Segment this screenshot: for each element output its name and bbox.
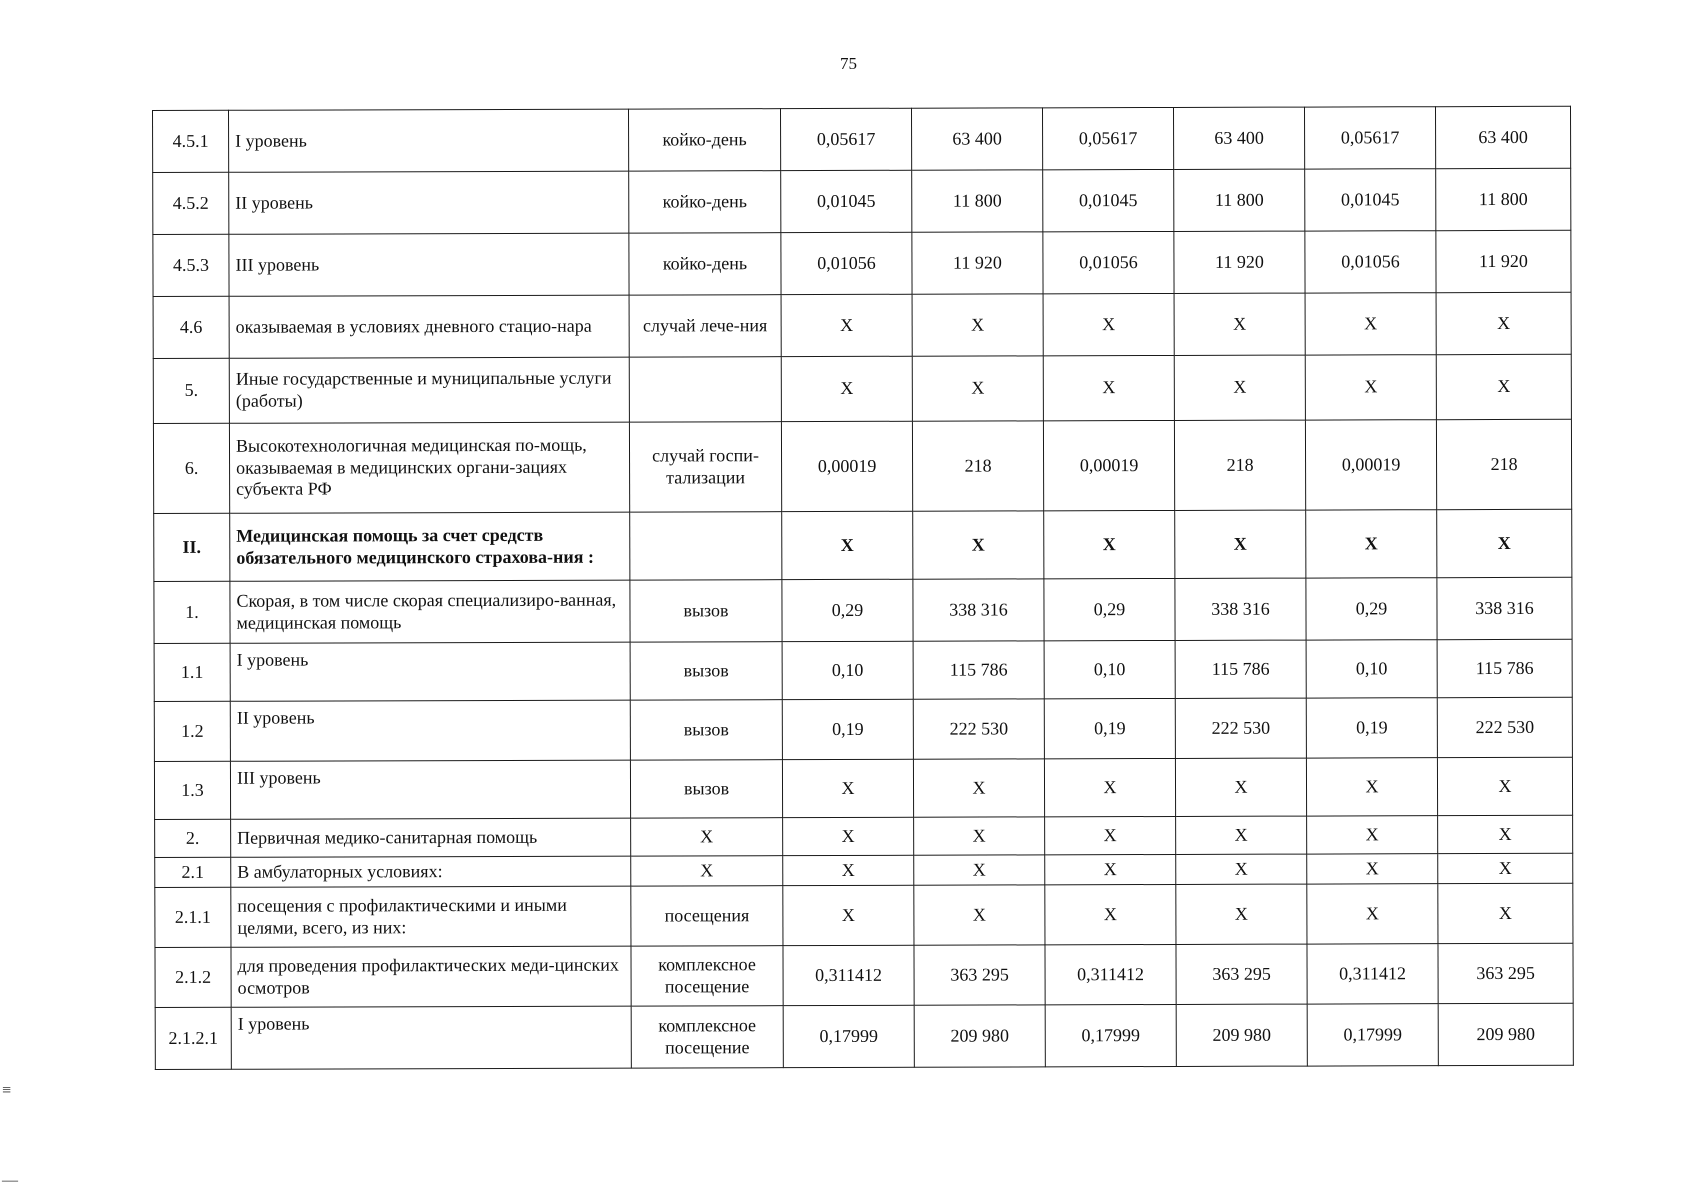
- row-unit: койко-день: [629, 171, 781, 233]
- row-value: X: [1437, 757, 1572, 815]
- row-value: 0,05617: [1304, 107, 1435, 169]
- row-value: X: [1044, 510, 1175, 578]
- table-row: [153, 419, 1571, 513]
- row-name: III уровень: [229, 233, 629, 296]
- row-number: 4.5.3: [153, 234, 229, 296]
- margin-mark: —: [2, 1172, 18, 1189]
- row-unit: X: [631, 856, 783, 886]
- row-value: X: [914, 855, 1045, 885]
- table-row: [153, 230, 1571, 296]
- row-name: I уровень: [231, 1006, 631, 1069]
- row-value: X: [1438, 815, 1573, 853]
- row-name: Иные государственные и муниципальные услуги (работы): [229, 357, 629, 423]
- row-value: 0,01056: [781, 232, 912, 294]
- row-number: 2.1.2: [155, 947, 231, 1007]
- row-value: 0,311412: [1307, 944, 1438, 1004]
- row-unit: случай лече-ния: [629, 295, 781, 357]
- row-value: 218: [1174, 420, 1305, 510]
- row-value: X: [783, 855, 914, 885]
- row-value: X: [1174, 355, 1305, 420]
- row-value: X: [1045, 816, 1176, 854]
- row-value: 222 530: [1437, 697, 1572, 757]
- row-number: 2.1: [155, 857, 231, 887]
- row-number: 2.1.2.1: [155, 1007, 231, 1069]
- row-name: I уровень: [230, 642, 630, 701]
- row-number: II.: [154, 513, 230, 581]
- row-name: оказываемая в условиях дневного стацио-нара: [229, 295, 629, 358]
- row-unit: комплексное посещение: [631, 946, 783, 1006]
- row-unit: [629, 357, 781, 422]
- row-value: 0,19: [1044, 698, 1175, 758]
- row-number: 5.: [153, 358, 229, 423]
- table-row: [154, 639, 1572, 701]
- row-unit: вызов: [630, 700, 782, 760]
- row-value: 0,19: [782, 699, 913, 759]
- row-number: 4.5.1: [153, 110, 229, 172]
- row-name: Медицинская помощь за счет средств обязательного медицинского страхова-ния :: [230, 512, 630, 581]
- row-value: X: [1307, 854, 1438, 884]
- row-value: 0,17999: [1307, 1004, 1438, 1066]
- row-name: посещения с профилактическими и иными целями, всего, из них:: [231, 886, 631, 947]
- row-value: X: [914, 817, 1045, 855]
- row-value: 338 316: [1175, 578, 1306, 640]
- table-row: [155, 853, 1573, 887]
- row-value: 11 800: [1436, 168, 1571, 230]
- row-value: 0,29: [782, 579, 913, 641]
- row-value: 11 920: [1174, 231, 1305, 293]
- row-value: 0,10: [1044, 640, 1175, 698]
- row-value: 63 400: [1435, 106, 1570, 168]
- row-value: X: [1044, 758, 1175, 816]
- row-value: 0,29: [1044, 578, 1175, 640]
- table-row: [153, 354, 1571, 423]
- row-number: 2.: [155, 819, 231, 857]
- row-unit: случай госпи-тализации: [629, 422, 781, 512]
- row-value: 115 786: [913, 641, 1044, 699]
- row-value: 222 530: [913, 699, 1044, 759]
- row-value: 338 316: [913, 579, 1044, 641]
- row-unit: X: [631, 818, 783, 856]
- row-value: 0,10: [1306, 640, 1437, 698]
- row-value: X: [783, 885, 914, 945]
- row-value: 0,311412: [783, 945, 914, 1005]
- row-value: 11 800: [912, 170, 1043, 232]
- row-value: X: [1437, 509, 1572, 577]
- row-value: X: [913, 511, 1044, 579]
- row-value: 0,01056: [1305, 231, 1436, 293]
- row-value: X: [1438, 883, 1573, 943]
- row-value: 209 980: [914, 1005, 1045, 1067]
- row-value: 0,17999: [783, 1005, 914, 1067]
- row-value: X: [783, 817, 914, 855]
- row-value: 0,05617: [1042, 107, 1173, 169]
- row-value: X: [1307, 816, 1438, 854]
- row-name: Первичная медико-санитарная помощь: [231, 818, 631, 857]
- row-value: 0,17999: [1045, 1004, 1176, 1066]
- row-value: X: [782, 759, 913, 817]
- norms-table: [152, 106, 1574, 1070]
- row-name: В амбулаторных условиях:: [231, 856, 631, 887]
- table-row: [154, 577, 1572, 643]
- row-unit: комплексное посещение: [631, 1006, 783, 1068]
- row-number: 1.3: [154, 761, 230, 819]
- table-row: [153, 292, 1571, 358]
- row-value: X: [1436, 292, 1571, 354]
- row-name: Высокотехнологичная медицинская по-мощь, оказываемая в медицинских органи-зациях субъекта РФ: [229, 422, 629, 513]
- row-value: X: [1306, 510, 1437, 578]
- row-name: для проведения профилактических меди-цинских осмотров: [231, 946, 631, 1007]
- row-value: X: [1175, 510, 1306, 578]
- table-row: [154, 757, 1572, 819]
- margin-mark: ≡: [2, 1082, 12, 1099]
- row-value: 11 920: [1436, 230, 1571, 292]
- row-value: X: [1436, 354, 1571, 419]
- row-unit: вызов: [630, 580, 782, 642]
- row-value: X: [781, 356, 912, 421]
- table-body: [153, 106, 1574, 1069]
- row-value: X: [782, 511, 913, 579]
- row-name: II уровень: [230, 700, 630, 761]
- row-value: X: [1307, 884, 1438, 944]
- row-value: X: [1305, 355, 1436, 420]
- row-name: III уровень: [230, 760, 630, 819]
- row-number: 1.1: [154, 643, 230, 701]
- row-value: 115 786: [1437, 639, 1572, 697]
- row-value: X: [1043, 355, 1174, 420]
- row-unit: койко-день: [629, 233, 781, 295]
- row-value: 363 295: [914, 945, 1045, 1005]
- row-value: X: [912, 356, 1043, 421]
- row-value: 218: [1436, 419, 1571, 509]
- row-number: 6.: [153, 423, 229, 513]
- table-row: [155, 815, 1573, 857]
- row-value: X: [912, 294, 1043, 356]
- row-number: 1.: [154, 581, 230, 643]
- row-name: I уровень: [229, 109, 629, 172]
- row-value: 0,01045: [781, 170, 912, 232]
- table-row: [154, 509, 1572, 581]
- row-value: 209 980: [1176, 1004, 1307, 1066]
- row-value: 0,01045: [1043, 169, 1174, 231]
- row-number: 4.6: [153, 296, 229, 358]
- row-value: X: [913, 759, 1044, 817]
- row-value: 0,00019: [1043, 420, 1174, 510]
- row-number: 4.5.2: [153, 172, 229, 234]
- row-value: X: [1174, 293, 1305, 355]
- row-value: X: [1176, 854, 1307, 884]
- row-value: 0,01056: [1043, 231, 1174, 293]
- row-value: 0,00019: [1305, 420, 1436, 510]
- row-value: X: [1438, 853, 1573, 883]
- row-value: 11 800: [1174, 169, 1305, 231]
- row-value: 363 295: [1176, 944, 1307, 1004]
- row-value: 0,311412: [1045, 944, 1176, 1004]
- row-unit: койко-день: [628, 109, 780, 171]
- table-row: [153, 168, 1571, 234]
- row-value: 0,10: [782, 641, 913, 699]
- row-name: II уровень: [229, 171, 629, 234]
- row-unit: [630, 512, 782, 580]
- row-value: 63 400: [911, 108, 1042, 170]
- row-number: 2.1.1: [155, 887, 231, 947]
- row-value: X: [1305, 293, 1436, 355]
- row-value: X: [914, 885, 1045, 945]
- row-value: 338 316: [1437, 577, 1572, 639]
- row-value: X: [1045, 884, 1176, 944]
- row-value: 63 400: [1173, 107, 1304, 169]
- row-unit: вызов: [630, 760, 782, 818]
- row-value: X: [781, 294, 912, 356]
- table-row: [153, 106, 1571, 172]
- row-value: 0,01045: [1305, 169, 1436, 231]
- table-row: [154, 697, 1572, 761]
- row-value: X: [1175, 758, 1306, 816]
- table-row: [155, 883, 1573, 947]
- row-value: 363 295: [1438, 943, 1573, 1003]
- row-value: X: [1176, 816, 1307, 854]
- row-value: X: [1306, 758, 1437, 816]
- row-name: Скорая, в том числе скорая специализиро-ванная, медицинская помощь: [230, 580, 630, 643]
- row-value: 222 530: [1175, 698, 1306, 758]
- row-value: 218: [912, 421, 1043, 511]
- page-number: 75: [840, 54, 857, 73]
- row-value: 0,19: [1306, 698, 1437, 758]
- row-unit: посещения: [631, 886, 783, 946]
- row-unit: вызов: [630, 642, 782, 700]
- row-value: X: [1043, 293, 1174, 355]
- row-value: 209 980: [1438, 1003, 1573, 1065]
- row-value: 0,05617: [780, 108, 911, 170]
- row-value: 115 786: [1175, 640, 1306, 698]
- row-value: X: [1176, 884, 1307, 944]
- row-value: 0,00019: [781, 421, 912, 511]
- row-value: 11 920: [912, 232, 1043, 294]
- row-value: 0,29: [1306, 578, 1437, 640]
- table-row: [155, 1003, 1573, 1069]
- row-number: 1.2: [154, 701, 230, 761]
- row-value: X: [1045, 854, 1176, 884]
- table-row: [155, 943, 1573, 1007]
